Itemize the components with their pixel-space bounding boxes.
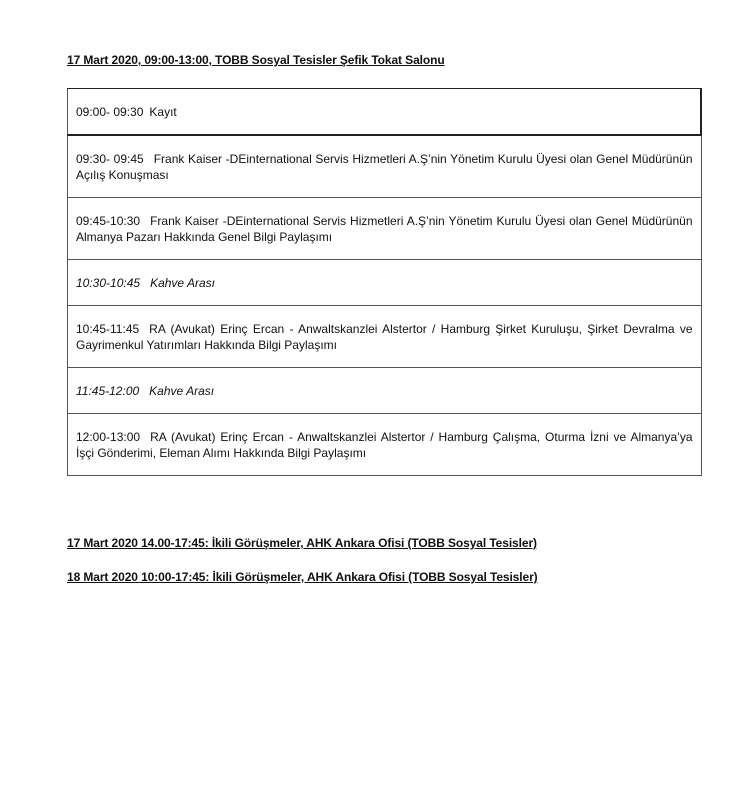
event-heading-third: 18 Mart 2020 10:00-17:45: İkili Görüşmeler, AHK Ankara Ofisi (TOBB Sosyal Tesisler) xyxy=(67,570,538,584)
schedule-row-coffee-break-1 xyxy=(68,260,702,306)
schedule-text: Frank Kaiser -DEinternational Servis Hizmetleri A.Ş’nin Yönetim Kurulu Üyesi olan Genel Müdürünün Açılış Konuşması xyxy=(76,151,693,182)
schedule-row-coffee-break-2 xyxy=(68,368,702,414)
schedule-text: Kahve Arası xyxy=(149,383,215,398)
schedule-time: 09:00- 09:30 xyxy=(76,104,144,119)
schedule-text: Kayıt xyxy=(149,104,177,119)
schedule-cell xyxy=(68,306,702,368)
schedule-time: 12:00-13:00 xyxy=(76,429,141,444)
schedule-time: 09:45-10:30 xyxy=(76,213,141,228)
schedule-time: 10:30-10:45 xyxy=(76,275,141,290)
schedule-cell xyxy=(68,89,702,136)
schedule-row-opening-speech xyxy=(68,135,702,198)
schedule-cell xyxy=(68,198,702,260)
schedule-time: 10:45-11:45 xyxy=(76,321,140,336)
schedule-cell xyxy=(68,260,702,306)
schedule-text: RA (Avukat) Erinç Ercan - Anwaltskanzlei Alstertor / Hamburg Şirket Kuruluşu, Şirket Devralma ve Gayrimenkul Yatırımları Hakkında Bilgi Paylaşımı xyxy=(76,321,693,352)
schedule-time: 09:30- 09:45 xyxy=(76,151,144,166)
schedule-row-company-setup xyxy=(68,306,702,368)
schedule-time: 11:45-12:00 xyxy=(76,383,140,398)
event-heading-second: 17 Mart 2020 14.00-17:45: İkili Görüşmeler, AHK Ankara Ofisi (TOBB Sosyal Tesisler) xyxy=(67,536,537,550)
schedule-text: RA (Avukat) Erinç Ercan - Anwaltskanzlei Alstertor / Hamburg Çalışma, Oturma İzni ve Almanya’ya İşçi Gönderimi, Eleman Alımı Hakkında Bilgi Paylaşımı xyxy=(76,429,693,460)
schedule-text: Kahve Arası xyxy=(150,275,215,290)
schedule-row-market-info xyxy=(68,198,702,260)
schedule-text: Frank Kaiser -DEinternational Servis Hizmetleri A.Ş’nin Yönetim Kurulu Üyesi olan Genel Müdürünün Almanya Pazarı Hakkında Genel Bilgi Paylaşımı xyxy=(76,213,693,244)
event-heading-main: 17 Mart 2020, 09:00-13:00, TOBB Sosyal Tesisler Şefik Tokat Salonu xyxy=(67,53,445,67)
schedule-row-registration xyxy=(68,89,702,136)
schedule-cell xyxy=(68,368,702,414)
schedule-cell xyxy=(68,414,702,476)
schedule-cell xyxy=(68,135,702,198)
schedule-table xyxy=(67,88,702,476)
schedule-row-work-permits xyxy=(68,414,702,476)
